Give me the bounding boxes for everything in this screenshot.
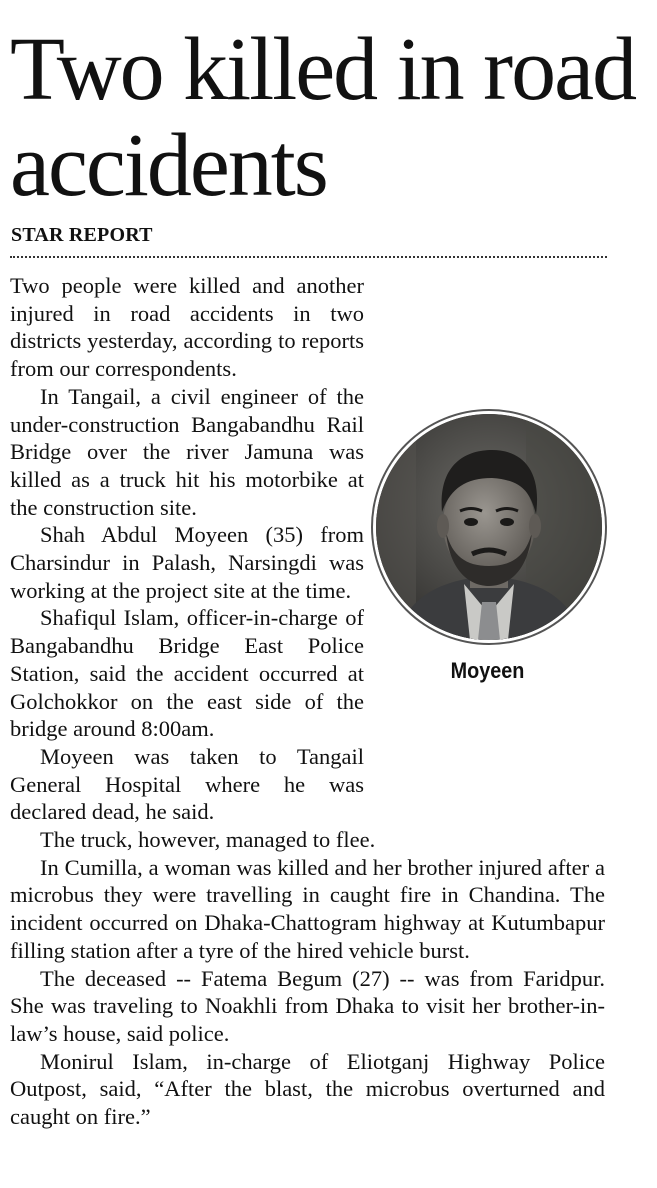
paragraph: Shah Abdul Moyeen (35) from Charsindur in Palash, Narsingdi was working at the project site at the time. xyxy=(10,522,364,603)
photo-figure xyxy=(370,411,605,773)
paragraph: Moyeen was taken to Tangail General Hospital where he was declared dead, he said. xyxy=(10,743,364,825)
paragraph: The deceased -- Fatema Begum (27) -- was from Faridpur. She was traveling to Noakhli from Dhaka to visit her brother-in-law’s house, said police. xyxy=(10,965,605,1046)
portrait-photo xyxy=(373,411,605,643)
photo-caption: Moyeen xyxy=(450,658,525,683)
portrait-illustration xyxy=(376,414,602,640)
headline: Two killed in road accidents xyxy=(10,20,636,215)
byline: STAR REPORT xyxy=(11,224,153,246)
paragraph: In Tangail, a civil engineer of the under-construction Bangabandhu Rail Bridge over the river Jamuna was killed as a truck hit his motorbike at the construction site. xyxy=(10,383,364,520)
article-body xyxy=(10,272,605,1131)
paragraph: In Cumilla, a woman was killed and her brother injured after a microbus they were travelling in caught fire in Chandina. The incident occurred on Dhaka-Chattogram highway at Kutumbapur filling station after a tyre of the hired vehicle burst. xyxy=(10,854,605,963)
paragraph: Monirul Islam, in-charge of Eliotganj Highway Police Outpost, said, “After the blast, the microbus overturned and caught on fire.” xyxy=(10,1048,605,1130)
dotted-divider xyxy=(10,256,607,258)
paragraph: The truck, however, managed to flee. xyxy=(40,827,376,853)
paragraph: Two people were killed and another injured in road accidents in two districts yesterday, according to reports from our correspondents. xyxy=(10,273,364,382)
paragraph: Shafiqul Islam, officer-in-charge of Bangabandhu Bridge East Police Station, said the accident occurred at Golchokkor on the east side of the bridge around 8:00am. xyxy=(10,605,364,742)
